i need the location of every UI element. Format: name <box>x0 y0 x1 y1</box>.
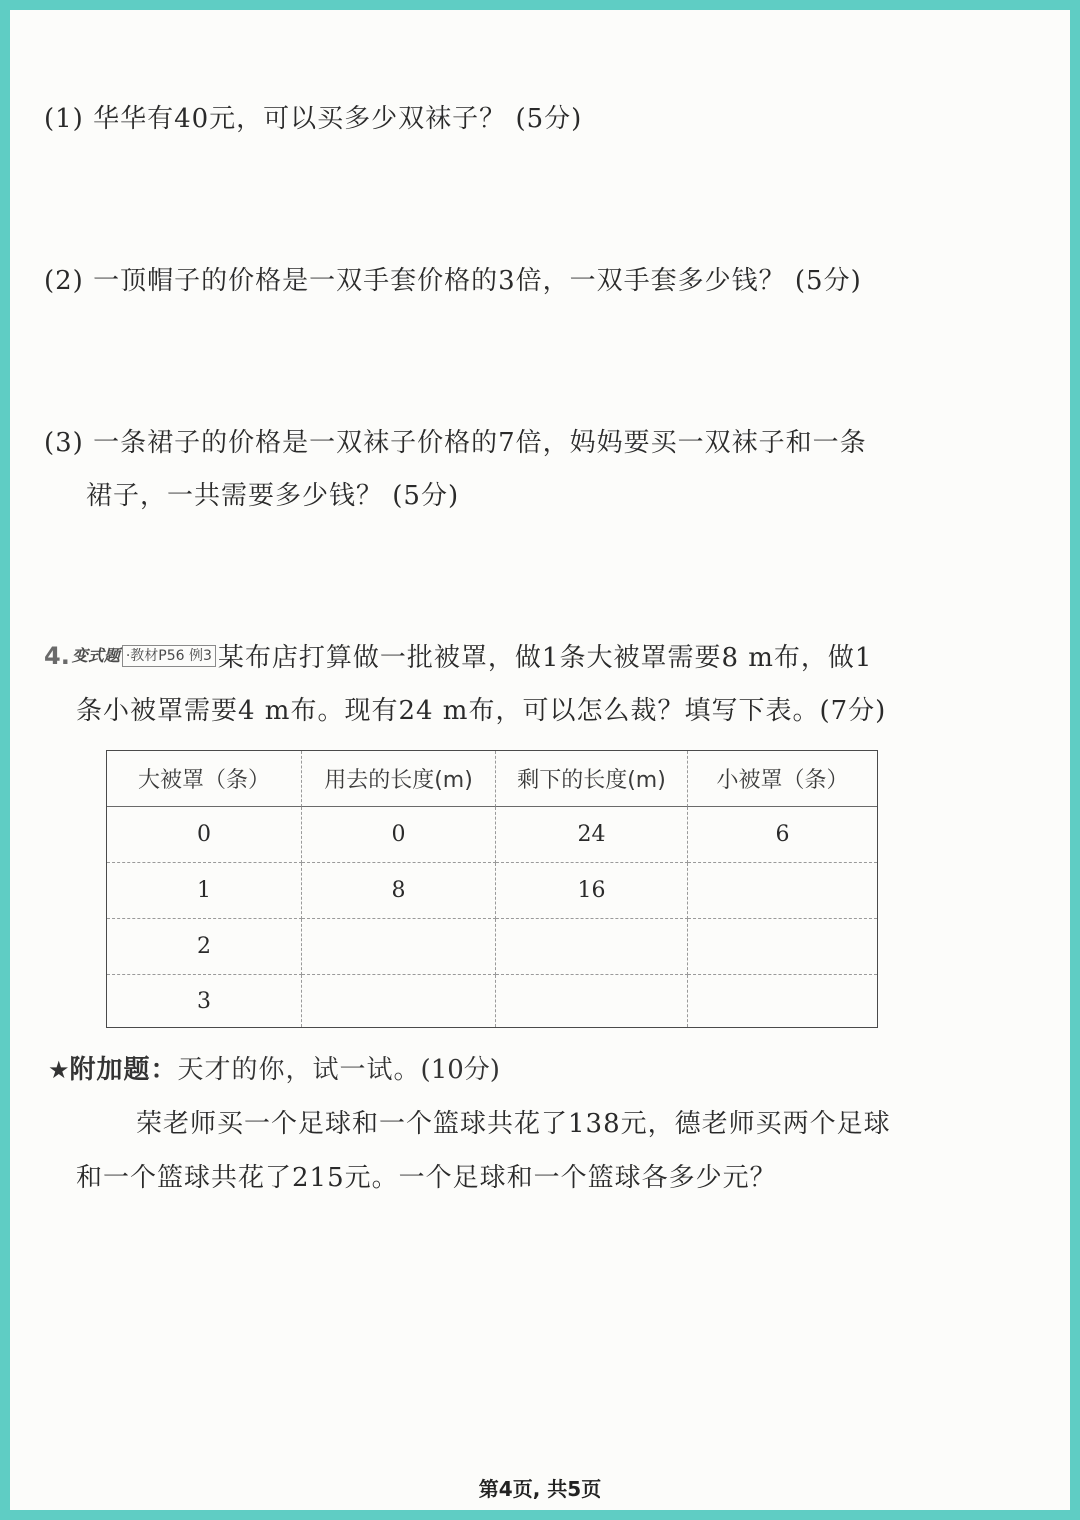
table-header-cell: 小被罩（条） <box>688 751 877 807</box>
question-2: (2) 一顶帽子的价格是一双手套价格的3倍，一双手套多少钱？ (5分) <box>44 266 862 296</box>
table-cell: 1 <box>107 863 302 919</box>
table-cell <box>688 919 877 975</box>
bonus-score: (10分) <box>420 1055 500 1085</box>
table-cell <box>688 863 877 919</box>
cutting-table <box>106 750 878 1028</box>
table-header-cell: 剩下的长度(m) <box>496 751 688 807</box>
table-cell <box>688 975 877 1027</box>
badge-variant-label: 变式题 <box>71 646 120 665</box>
question-4-text-1: 某布店打算做一批被罩，做1条大被罩需要8 m布，做1 <box>217 643 873 673</box>
bonus-text-line-1: 荣老师买一个足球和一个篮球共花了138元，德老师买两个足球 <box>136 1109 891 1139</box>
table-cell: 24 <box>496 807 688 863</box>
badge-textbook-ref: ·教材P56 例3 <box>122 645 216 667</box>
question-4-line-2: 条小被罩需要4 m布。现有24 m布，可以怎么裁？填写下表。(7分) <box>76 696 887 726</box>
bonus-heading <box>48 1053 500 1090</box>
question-3-line-2: 裙子，一共需要多少钱？ (5分) <box>86 481 460 511</box>
question-3-line-1: (3) 一条裙子的价格是一双袜子价格的7倍，妈妈要买一双袜子和一条 <box>44 428 867 458</box>
table-cell: 2 <box>107 919 302 975</box>
table-header-cell: 用去的长度(m) <box>302 751 496 807</box>
bonus-subtitle: 天才的你，试一试。 <box>177 1055 421 1085</box>
table-cell: 6 <box>688 807 877 863</box>
table-cell: 16 <box>496 863 688 919</box>
question-4-line-1 <box>44 642 872 675</box>
page-number-footer: 第4页, 共5页 <box>478 1477 602 1501</box>
table-cell: 8 <box>302 863 496 919</box>
star-icon: ★ <box>48 1056 70 1084</box>
table-cell: 0 <box>107 807 302 863</box>
table-cell <box>302 919 496 975</box>
worksheet-page <box>10 10 1070 1510</box>
table-cell <box>302 975 496 1027</box>
table-cell <box>496 919 688 975</box>
question-4-badge <box>44 640 216 672</box>
bonus-text-line-2: 和一个篮球共花了215元。一个足球和一个篮球各多少元？ <box>76 1163 777 1193</box>
table-cell: 0 <box>302 807 496 863</box>
question-4-number: 4. <box>44 642 70 670</box>
bonus-title: 附加题： <box>69 1055 178 1085</box>
table-cell: 3 <box>107 975 302 1027</box>
table-header-cell: 大被罩（条） <box>107 751 302 807</box>
question-1: (1) 华华有40元，可以买多少双袜子？ (5分) <box>44 104 583 134</box>
table-cell <box>496 975 688 1027</box>
